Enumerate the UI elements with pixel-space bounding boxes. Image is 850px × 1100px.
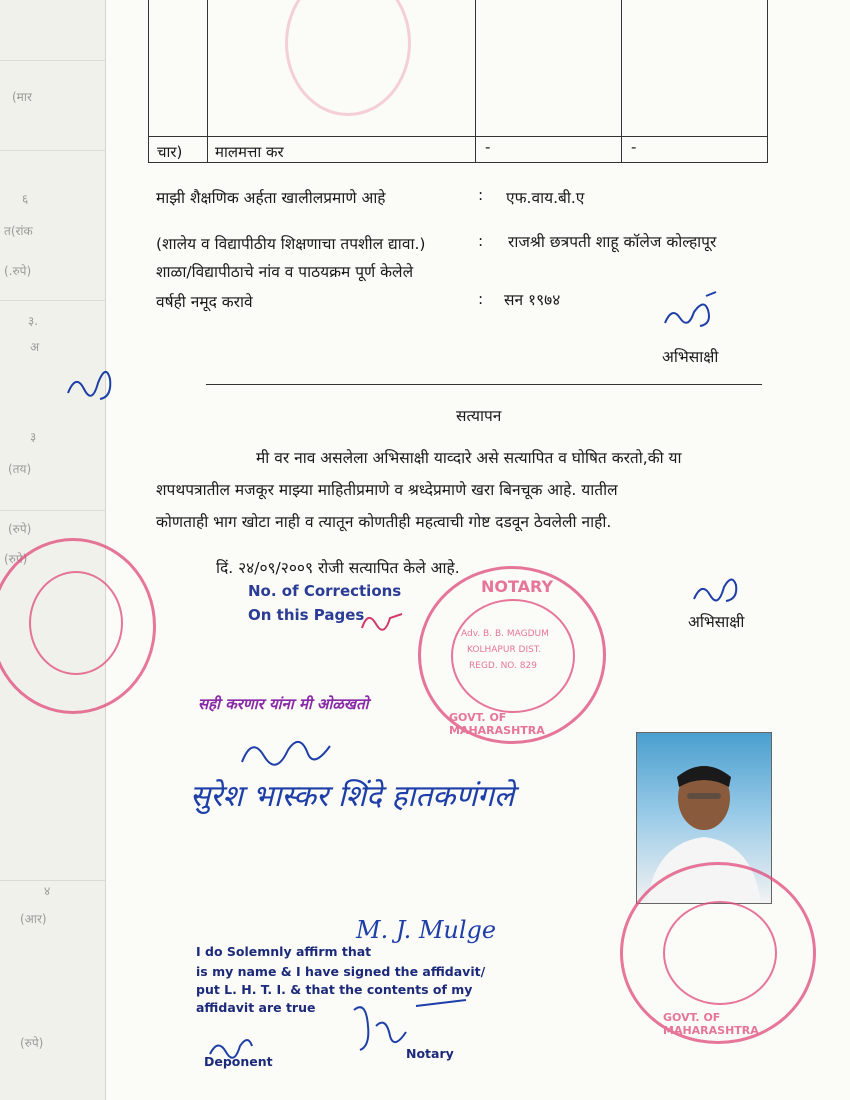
binder-rule [0, 150, 105, 151]
colon: : [478, 186, 484, 204]
identifier-signature [234, 726, 344, 776]
property-table [148, 0, 768, 163]
binder-rule [0, 880, 105, 881]
education-answer: सन १९७४ [504, 291, 561, 309]
education-question: शाळा/विद्यापीठाचे नांव व पाठयक्रम पूर्ण केलेले [156, 263, 414, 281]
margin-label: त(रांक [4, 224, 33, 238]
notary-stamp-partial [0, 538, 156, 714]
affirmation-text: is my name & I have signed the affidavit/ [196, 964, 486, 979]
binder-rule [0, 510, 105, 511]
deponent-label: Deponent [204, 1054, 273, 1069]
affirmation-text: I do Solemnly affirm that [196, 944, 372, 959]
margin-signature [62, 355, 122, 405]
row-label: चार) [157, 143, 183, 161]
colon: : [478, 232, 484, 250]
identifier-name: सुरेश भास्कर शिंदे हातकणंगले [190, 779, 515, 814]
education-answer: राजश्री छत्रपती शाहू कॉलेज कोल्हापूर [508, 233, 717, 251]
education-question: (शालेय व विद्यापीठीय शिक्षणाचा तपशील द्यावा.) [156, 235, 426, 253]
table-cell: - [485, 138, 491, 156]
education-question: वर्षही नमूद करावे [156, 293, 253, 311]
corrections-label: No. of Corrections [248, 582, 402, 600]
margin-label: ३. [28, 314, 39, 328]
deponent-name: M. J. Mulge [356, 916, 497, 944]
notary-stamp: NOTARY Adv. B. B. MAGDUM KOLHAPUR DIST. REGD. NO. 829 GOVT. OF MAHARASHTRA [418, 566, 606, 744]
margin-label: ४ [44, 884, 51, 898]
affirmation-text: affidavit are true [196, 1000, 316, 1015]
margin-label: अ [30, 340, 40, 354]
margin-label: ६ [22, 192, 29, 206]
education-question: माझी शैक्षणिक अर्हता खालीलप्रमाणे आहे [156, 189, 386, 207]
verification-body: मी वर नाव असलेला अभिसाक्षी याव्दारे असे सत्यापित व घोषित करतो,की या [256, 449, 682, 467]
margin-label: (रुपे) [20, 1036, 44, 1050]
margin-label: (मार [12, 90, 32, 104]
identifier-label: सही करणार यांना मी ओळखतो [198, 695, 369, 713]
margin-label: (रुपे) [8, 522, 32, 536]
affirmation-text: put L. H. T. I. & that the contents of my [196, 982, 473, 997]
notary-stamp: GOVT. OF MAHARASHTRA [620, 862, 816, 1044]
margin-label: ३ [30, 430, 37, 444]
corrections-label: On this Pages [248, 606, 365, 624]
corrections-initial [358, 604, 408, 634]
binder-rule [0, 60, 105, 61]
notary-label: Notary [406, 1046, 454, 1061]
witness-label: अभिसाक्षी [688, 613, 745, 631]
margin-label: (आर) [20, 912, 47, 926]
verification-body: शपथपत्रातील मजकूर माझ्या माहितीप्रमाणे व श्रध्देप्रमाणे खरा बिनचूक आहे. यातील [156, 481, 618, 499]
colon: : [478, 290, 484, 308]
witness-signature [660, 288, 730, 333]
separator [206, 384, 762, 385]
education-answer: एफ.वाय.बी.ए [506, 189, 585, 207]
witness-signature [690, 565, 750, 607]
row-item: मालमत्ता कर [215, 143, 284, 161]
table-cell: - [631, 138, 637, 156]
verification-date: दिं. २४/०९/२००९ रोजी सत्यापित केले आहे. [216, 559, 460, 577]
margin-label: (रुपे) [4, 552, 28, 566]
verification-body: कोणताही भाग खोटा नाही व त्यातून कोणतीही महत्वाची गोष्ट दडवून ठेवलेली नाही. [156, 513, 612, 531]
binder-rule [0, 300, 105, 301]
margin-label: (तय) [8, 462, 32, 476]
verification-title: सत्यापन [456, 407, 502, 425]
margin-label: (.रुपे) [4, 264, 32, 278]
witness-label: अभिसाक्षी [662, 348, 719, 366]
